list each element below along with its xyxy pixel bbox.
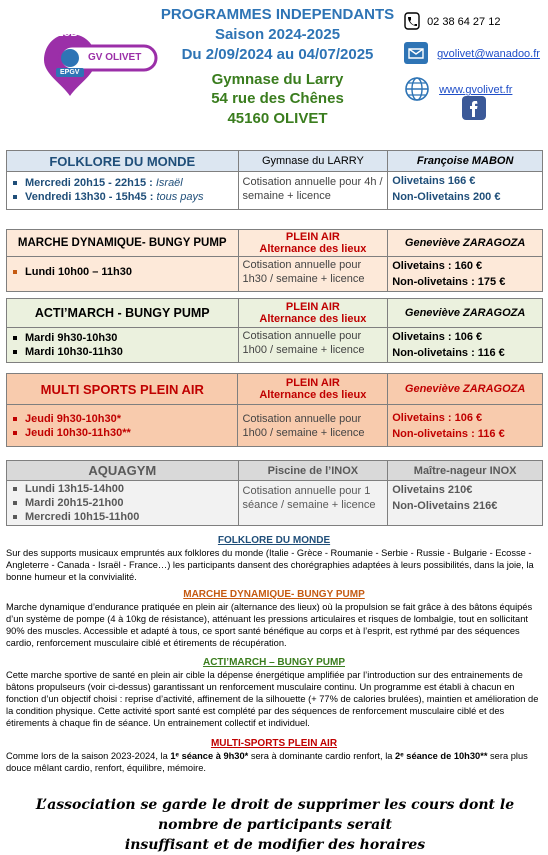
email-link[interactable]: gvolivet@wanadoo.fr bbox=[437, 48, 540, 61]
program-price bbox=[388, 257, 543, 292]
schedule-item: Mardi 10h30-11h30 bbox=[11, 345, 234, 359]
email-icon bbox=[404, 42, 428, 67]
program-fee-description: Cotisation annuelle pour 1 séance / semaine + licence bbox=[238, 481, 388, 526]
price-resident: Olivetains : 160 € bbox=[392, 260, 483, 272]
program-title: ACTI’MARCH - BUNGY PUMP bbox=[7, 299, 239, 328]
program-price bbox=[388, 405, 543, 447]
program-acti-march bbox=[6, 298, 543, 363]
location-name: Gymnase du LARRY bbox=[261, 155, 364, 167]
logo-name-text: GV OLIVET bbox=[88, 52, 142, 63]
venue-street: 54 rue des Chênes bbox=[211, 90, 344, 107]
marche-description-title: MARCHE DYNAMIQUE- BUNGY PUMP bbox=[183, 589, 365, 600]
program-folklore bbox=[6, 150, 543, 210]
program-location bbox=[238, 151, 388, 172]
program-title: AQUAGYM bbox=[7, 461, 239, 481]
price-non-resident: Non-olivetains : 116 € bbox=[392, 347, 505, 359]
program-teacher: Geneviève ZARAGOZA bbox=[388, 230, 543, 257]
phone-row bbox=[404, 12, 548, 33]
program-price bbox=[388, 172, 543, 210]
price-non-resident: Non-olivetains : 116 € bbox=[392, 428, 505, 440]
phone-number: 02 38 64 27 12 bbox=[427, 16, 501, 29]
schedule-item: Mardi 20h15-21h00 bbox=[11, 496, 234, 510]
folklore-description-text: Sur des supports musicaux empruntés aux folklores du monde (Italie - Grèce - Roumanie - Serbie - Russie - Bulgarie - Ecosse - Angleterre - Canada - Israël - France…) les participants dansent des chorégraphies adaptées à leurs possibilités, dans la joie, la bonne humeur et la convivialité. bbox=[6, 548, 534, 582]
schedule-item: Jeudi 9h30-10h30* bbox=[11, 412, 233, 426]
folklore-description-title: FOLKLORE DU MONDE bbox=[217, 535, 331, 546]
season-label: Saison 2024-2025 bbox=[214, 26, 341, 43]
footer-note bbox=[20, 795, 530, 855]
acti-description-title: ACTI’MARCH – BUNGY PUMP bbox=[202, 657, 346, 668]
program-price bbox=[388, 328, 543, 363]
logo-badge-text: EPGV bbox=[60, 69, 80, 76]
acti-description-text: Cette marche sportive de santé en plein air cible la dépense énergétique amplifiée par l’introduction sur des entrainements de bâtons propulseurs (voir ci-dessus) garantissant un renforcement musculaire continu. Un programme est établi à chacun en fonction d’un objectif choisi : reprise d’activité, affinement de la silhouette (+ 77% de calories brulées), maintien et amélioration de la condition physique. Cette activité sport santé est complété par des séquences de renforcement musculaire ciblé et des étirements à chaque fin de séance. Un entrainement collectif et individuel. bbox=[6, 670, 539, 728]
price-non-resident: Non-Olivetains 200 € bbox=[392, 191, 501, 203]
price-non-resident: Non-Olivetains 216€ bbox=[392, 500, 498, 512]
program-schedule bbox=[7, 481, 239, 526]
season-dates: Du 2/09/2024 au 04/07/2025 bbox=[181, 46, 374, 63]
footer-line: insuffisant et de modifier des horaires bbox=[124, 837, 426, 853]
venue-city: 45160 OLIVET bbox=[227, 110, 328, 127]
globe-icon bbox=[404, 76, 430, 105]
program-schedule bbox=[7, 172, 239, 210]
phone-icon bbox=[404, 12, 420, 33]
program-teacher: Maître-nageur INOX bbox=[388, 461, 543, 481]
program-schedule bbox=[7, 405, 238, 447]
facebook-icon[interactable] bbox=[462, 96, 486, 125]
price-resident: Olivetains 166 € bbox=[392, 175, 476, 187]
schedule-item: Lundi 10h00 – 11h30 bbox=[11, 265, 234, 279]
program-price bbox=[388, 481, 543, 526]
price-resident: Olivetains : 106 € bbox=[392, 412, 483, 424]
schedule-item: Lundi 13h15-14h00 bbox=[11, 482, 234, 496]
program-teacher: Geneviève ZARAGOZA bbox=[388, 299, 543, 328]
program-location: Piscine de l’INOX bbox=[238, 461, 388, 481]
program-teacher: Françoise MABON bbox=[388, 151, 543, 172]
program-multi-sports bbox=[6, 373, 543, 447]
multi-description-text: Comme lors de la saison 2023-2024, la 1ᵉ séance à 9h30* sera à dominante cardio renfort, la 2ᵉ séance de 10h30** sera plus douce mêlant cardio, renfort, équilibre, mémoire. bbox=[6, 751, 528, 773]
price-resident: Olivetains : 106 € bbox=[392, 331, 483, 343]
schedule-item: Vendredi 13h30 - 15h45 : tous pays bbox=[11, 190, 234, 204]
program-aquagym bbox=[6, 460, 543, 526]
program-title: MULTI SPORTS PLEIN AIR bbox=[7, 374, 238, 405]
website-link[interactable]: www.gvolivet.fr bbox=[439, 84, 513, 97]
logo-club-text: CLUB bbox=[50, 28, 78, 39]
page-title: PROGRAMMES INDEPENDANTS bbox=[160, 6, 395, 23]
schedule-item: Mardi 9h30-10h30 bbox=[11, 331, 234, 345]
program-location: PLEIN AIR Alternance des lieux bbox=[238, 374, 388, 405]
price-resident: Olivetains 210€ bbox=[392, 484, 473, 496]
program-marche-dynamique bbox=[6, 229, 543, 292]
program-teacher: Geneviève ZARAGOZA bbox=[388, 374, 543, 405]
program-title: FOLKLORE DU MONDE bbox=[7, 151, 239, 172]
schedule-item: Mercredi 10h15-11h00 bbox=[11, 510, 234, 524]
program-location: PLEIN AIR Alternance des lieux bbox=[238, 299, 388, 328]
program-schedule bbox=[7, 328, 239, 363]
program-fee-description: Cotisation annuelle pour 4h / semaine + licence bbox=[238, 172, 388, 210]
multi-description-title: MULTI-SPORTS PLEIN AIR bbox=[210, 738, 338, 749]
footer-line: L’association se garde le droit de supprimer les cours dont le nombre de participants serait bbox=[35, 797, 515, 833]
program-title: MARCHE DYNAMIQUE- BUNGY PUMP bbox=[7, 230, 239, 257]
venue-name: Gymnase du Larry bbox=[211, 71, 344, 88]
program-fee-description: Cotisation annuelle pour 1h00 / semaine + licence bbox=[238, 328, 388, 363]
price-non-resident: Non-olivetains : 175 € bbox=[392, 276, 506, 288]
marche-description-text: Marche dynamique d’endurance pratiquée en plein air (alternance des lieux) où la propulsion se fait grâce à des bâtons équipés d’un système de pompe (4 à 10kg de résistance), atténuant les pressions articulaires et risques de lombalgie, tout en sollicitant 90% des muscles. Accessible et adapté à tous, ce sport santé bénéfique au corps et à l’esprit, est rythmé par des séquences cardio, renforcement musculaire ciblé et étirements de récupération. bbox=[6, 602, 533, 648]
program-fee-description: Cotisation annuelle pour 1h00 / semaine + licence bbox=[238, 405, 388, 447]
schedule-item: Jeudi 10h30-11h30** bbox=[11, 426, 233, 440]
schedule-item: Mercredi 20h15 - 22h15 : Israël bbox=[11, 176, 234, 190]
email-row bbox=[404, 42, 548, 67]
program-schedule bbox=[7, 257, 239, 292]
program-location: PLEIN AIR Alternance des lieux bbox=[238, 230, 388, 257]
program-fee-description: Cotisation annuelle pour 1h30 / semaine + licence bbox=[238, 257, 388, 292]
